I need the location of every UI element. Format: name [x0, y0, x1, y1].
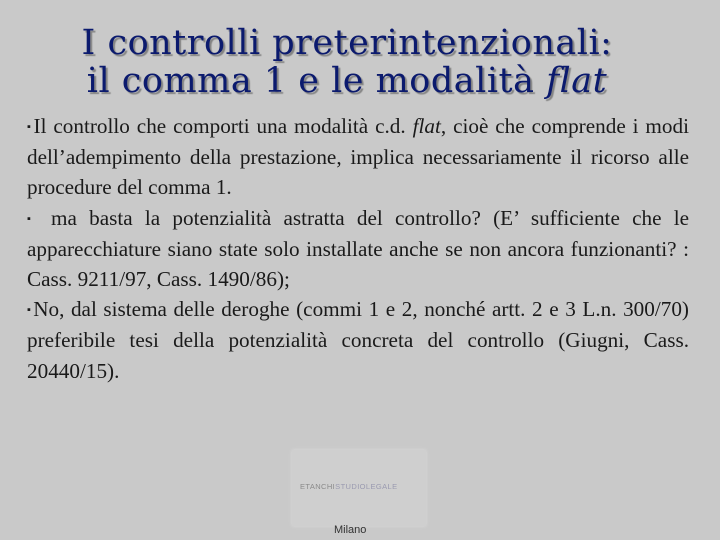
logo-text [300, 482, 424, 491]
square-bullet-icon: ▪ [27, 304, 33, 317]
paragraph-2 [27, 203, 689, 295]
title-line-2-text: il comma 1 e le modalità [86, 61, 547, 101]
paragraph-3-text: No, dal sistema delle deroghe (commi 1 e 2, nonché artt. 2 e 3 L.n. 300/70) preferibile tesi della potenzialità concreta del controllo (Giugni, Cass. 20440/15). [27, 297, 689, 383]
logo-text-part-1: ETANCHI [300, 482, 336, 491]
firm-logo [292, 450, 426, 526]
slide-body [27, 111, 689, 386]
footer-city: Milano [334, 524, 367, 536]
square-bullet-icon: ▪ [27, 121, 33, 133]
title-line-2-italic: flat [546, 61, 608, 101]
paragraph-2-text: ma basta la potenzialità astratta del controllo? (E’ sufficiente che le apparecchiature siano state solo installate anche se non ancora funzionanti? : Cass. 9211/97, Cass. 1490/86); [27, 205, 689, 292]
paragraph-1-text-b: , cioè che comprende i modi dell’adempimento della prestazione, implica necessariamente il ricorso alle procedure del comma 1. [27, 114, 689, 200]
paragraph-1-text-a: Il controllo che comporti una modalità c.d. [33, 114, 413, 138]
slide-title [0, 24, 694, 100]
title-line-2 [0, 62, 694, 100]
paragraph-3 [27, 294, 689, 386]
paragraph-1 [27, 111, 689, 203]
paragraph-1-italic: flat [412, 114, 441, 138]
square-bullet-icon: ▪ [27, 212, 38, 225]
title-line-1: I controlli preterintenzionali: [81, 23, 613, 63]
logo-text-part-2: STUDIOLEGALE [335, 482, 398, 491]
